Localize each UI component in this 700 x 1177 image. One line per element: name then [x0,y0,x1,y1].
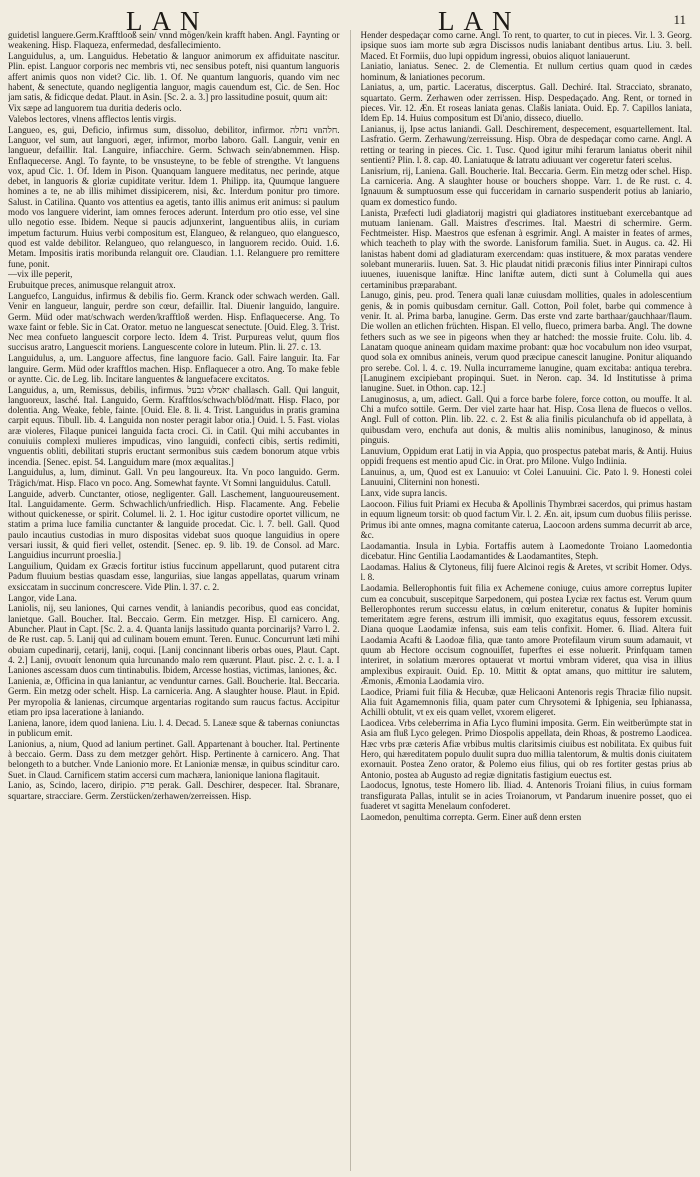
dictionary-entry: guidetisl languere.Germ.Krafftlooß sein/ vnnd mögen/kein krafft haben. Angl. Faynting or weakening. Hisp. Flaqueza, enfermedad, desfallecimiento. [8,30,340,51]
dictionary-entry: Laodamas. Halius & Clytoneus, filij fuere Alcinoi regis & Aretes, vt scribit Homer. Odys. l. 8. [360,562,692,583]
dictionary-entry: Lanisrium, rij, Laniena. Gall. Boucherie. Ital. Beccaria. Germ. Ein metzg oder schel. Hisp. La carniceria. Ang. A slaughter house or bouchers shoppe. Varr. 1. de Re rust. c. 4. Ignauum & sumptuosum esse qui fucceridam in carnario suspenderit potius ab laniario, quam ex domestico fundo. [360,165,692,207]
dictionary-entry: Laodamia. Bellerophontis fuit filia ex Achemene coniuge, cuius amore correptus Iupiter cum ea concubuit, suscepitque Sarpedonem, qui postea Lyciæ rex factus est. Verum quum Bellerophontes rerum successu elatus, in cœlum eniteretur, conatus & Iupiter hominis temeritatem ægre ferens, œstrum illi immisit, quo exagitatus equus, fessorem excussit. Diana quoque Laodamiæ infensa, suis eam telis confixit. Homer. 6. Iliad. Altera fuit Laodamia Acafti & Laodoæ filia, quæ tanto amore Protefilaum virum suum adamauit, vt quum ab Hectore occisum cognouiſſet, fuperftes ei esse noluerit. Prinfquam tamen interiret, in solatium mærores optauerat vt mortui vmbram videret, qua visa in illius amplexibus expirauit. Ouid. Ep. 10. Mittit & optat amans, quo mittitur ire salutem, Æmonis, Æmonia Laodamia viro. [360,583,692,686]
dictionary-entry: Languilium, Quidam ex Græcis fortitur istius fuccinum appellarunt, quod putarent citra Padum fluuium bestias quasdam esse, languriias, siue langas appellatas, quarum vrinam exsiccatam in succinum concrescere. Vide Plin. l. 37. c. 2. [8,561,340,592]
dictionary-entry: Lanienia, æ, Officina in qua laniantur, ac venduntur carnes. Gall. Boucherie. Ital. Beccaria. Germ. Ein metzg oder schelt. Hisp. La carniceria. Ang. A slaughter house. Plaut. in Epid. Per myropolia & lanienas, circumque argentarias rogitando sum raucus factus. Accipitur etiam pro ipsa laceratione à laniando. [8,675,340,717]
dictionary-entry: Languidus, a, um, Remissus, debilis, infirmus. גבעל vיאמל challasch. Gall. Qui languit, languoreux, lasché. Ital. Languido, Germ. Krafftlos/schwach/blöd/matt. Hisp. Flaco, por dolentia. Ang. Weake, feble, fainte. [Ouid. Ele. 8. li. 4. Trist. Languidus in pratis gramina carpit equus. Tibull. lib. 4. Languida non noster peragit labor otia.] Ouid. l. 5. Fast. violas aræ violeres, Filaque punicei languida facta croci. Ci. in Catil. Qui mihi accubantes in conuiuiis complexi mulieres impudicas, vino languidi, confecti cibis, sertis redimiti, vnguentis obliti, debilitati stupris eructant sermonibus suis cædem bonorum atque vrbis incendia. [Senec. epist. 54. Languidum mare (mox æqualitas.] [8,384,340,467]
dictionary-entry: Laomedon, penultima correpta. Germ. Einer auß denn ersten [360,811,582,822]
dictionary-entry: Laocoon. Filius fuit Priami ex Hecuba & Apollinis Thymbræi sacerdos, qui primus hastam in equum ligneum torsit: ob quod factum Vir. l. 2. Æn. ait, ipsum cum duobus filiis perisse. [360,498,692,520]
dictionary-entry: Laodicea. Vrbs celeberrima in Afia Lyco flumini imposita. Germ. Ein weitberümpte stat in Asia am fluß Lyco gelegen. Primo Diospolis appellata, dein Rhoas, & postremo Laodicea. Hæc vrbs præ cæteris Afiæ vrbibus multis claritsimis ciuibus est nobilitata. Ex quibus fuit Hero, qui hæreditatem populo duulit supra duo millia talentorum, & multis donis ciuitatem exornauit. Postea Zeno orator, & Polemo eius filius, qui ob res fortiter gestas prius ab Antonio, postea ab Augusto ad regiæ dignitatis fastigium euectus est. [360,718,692,780]
dictionary-entry: Lanianus, ij, Ipse actus laniandi. Gall. Deschirement, despecement, esquartellement. Ital. Lasfratio. Germ. Zerhawung/zerreissung. Hisp. Obra de despedaçar como carne. Angl. A retting or tearing in pieces. Cic. 1. Tusc. Quod igitur mihi ferarum laniatus oberit nihil sentienti? Plin. l. 8. cap. 40. Laniatuque & latratu adiuuant ver cogeretur fateri scelus. [360,124,692,166]
dictionary-entry: Primus ibi ante omnes, magna comitante caterua, Laocoon ardens summa decurrit ab arce, &c. [360,519,692,541]
dictionary-entry: Laodocus, Ignotus, teste Homero lib. Iliad. 4. Antenoris Troiani filius, in cuius formam transfigurata Pallas, intulit se in acies Troianorum, vt Pandarum inuenire posset, quo ei fuaderet vt sagitta Menelaum confoderet. [360,780,692,811]
left-column [8,30,340,1171]
right-column [361,30,693,1171]
dictionary-entry: Lanuvium, Oppidum erat Latij in via Appia, quo prospectus patebat maris, & Antij. Huius oppidi frequens est mentio apud Cic. in Orat. pro Milone. Vulgo Indiinia. [360,445,692,467]
running-head-right: LAN [438,6,521,36]
dictionary-entry: Languidulus, a, um. Languidus. Hebetatio & languor animorum ex affiduitate nascitur. Plin. epist. Languor corporis nec membris vti, nec sensibus poteft, nisi quantum languoris affert animis quos non videt? Cic. lib. 1. Of. Ne quantum languoris, quando vim nec habent, & senectute, quando negligentia languor, magis cauendum est, Cic. de Sen. Hoc jam satis, & fidicque dedat. Plaut. in Asin. [Sc. 2. a. 3.] pro lassitudine posuit, quum ait: [8,51,340,103]
running-head-left: LAN [126,6,209,36]
page-number: 11 [673,12,686,27]
dictionary-entry: Lanuinus, a, um, Quod est ex Lanuuio: vt Colei Lanuuini. Cic. Pato l. 9. Honesti colei Lanuuini, Cliternini non honesti. [360,466,692,488]
dictionary-entry: Lanio, as, Scindo, lacero, diripio. פרק perak. Gall. Deschirer, despecer. Ital. Sbranare, squartare, stracciare. Germ. Zerstücken/zerhawen/zerreissen. Hisp. [8,780,340,801]
dictionary-entry: Laniolis, nij, seu laniones, Qui carnes vendit, à laniandis pecoribus, quod eas concidat, lanietque. Gall. Boucher. Ital. Beccaio. Germ. Ein metzger. Hisp. El carnicero. Ang. Abuncher. Plaut in Capt. [Sc. 2. a. 4. Quanta lanijs lassitudo quanta porcinarijs? Varro l. 2. de Re rust. cap. 5. Lanij qui ad culinam bouem emunt. Teren. Eunuc. Concurrunt læti mihi obuiam cupedinarij, cetarij, lanij, coqui. [Lanij concinnant liberis orbas oues, Plaut. Capt. 4. 2.] Lanij, σνιυαίτ lenonum quia lurcunando malo rem quærunt. Plaut. pisc. 2. c. 1. a. I Laniones ascessam duos cum tintinabulis. Ibidem, Arcesse hostias, victimas, laniones, &c. [8,603,340,676]
dictionary-entry: Lanugo, ginis, peu. prod. Tenera quali lanæ cuiusdam mollities, quales in adolescentium genis, & in pomis quibusdam cernitur. Gall. Cotton, Poil folet, barbe qui commence à venir. It. al. Prima barba, lanugine. Germ. Das erste vnd zarte barthaar/gauchhaar/flaum. Die wollen an etlichen früchten. Hispan. El vello, flueco, primera barba. Angl. The downe fethers such as we see in pigeons when they ar hatched: the mossie fruite. Colu. lib. 4. Lanatam quoque anineam quidam maxime probant: quæ hoc vocabulum non ideo vsurpat, quod sola ex omnibus anineis, verum quod præcipue canescit lanugine. Ponitur aliquando pro serebe. Col. l. 4. c. 19. Nulla incurrameme lanugine, quam excitaba: antiqua terebra. [Lanuginem excipiebant propinqui. Suet. in Neron. cap. 34. Id Institutisse à prima lanugine. Suet. in Othon. cap. 12.] [360,290,692,394]
dictionary-entry: Erubuitque preces, animusque relanguit atrox. [8,280,176,291]
dictionary-entry: Languide, adverb. Cunctanter, otiose, negligenter. Gall. Laschement, languoureusement. Ital. Languidamente. Germ. Schwachlich/unfriedlich. Hisp. Flacamente. Ang. Febelie without quickenesse, or spirit. Columel. li. 2. 1. Hoc igitur custodire oportet villicum, ne statim a prima luce familia cunctanter & languide procedat. Cic. l. 7. bell. Gall. Quod paulo incautius custodias in muro dispositas videbat suos quoque languidius in opere versari iussit, & quid fieri vellet, ostendit. [Senec. ep. 9. lib. 19. de Consol. ad Marc. Languidius incurrunt proeslia.] [8,488,340,561]
dictionary-entry: Vix sæpe ad languorem tua duritia dederis oclo. [8,103,182,114]
dictionary-entry: Valebos lectores, vlnens afflectos lentis virgis. [8,113,177,124]
dictionary-entry: Langueo, es, gui, Deficio, infirmus sum, dissoluo, debilitor, infirmor. נחלה vnחלה. Languor, vel sum, aut languori, æger, infirmor, morbo laboro. Gall. Languir, venir en langueur, defaillir. Ital. Languire, infiacchire. Germ. Schwach sein/abnemmen. Hisp. Enflaquecerse. Angl. To faynte, to be vnsusteyne, to be feble of strengthe. Vt languens vox, apud Cic. 1. Of. Idem in Pison. Quanquam languere meditatus, nec perinde, atque debet, in languoris & gloriæ cupiditate veritur. Idem 1. Philipp. ita, Quumque languere homines a te, ne ab illis mihimet dissipicerem, nisi, &c. Interdum ponitur pro timore. Salust. in Catilina. Quanto vos attentius ea agetis, tanto illis animus erit animus: si paulum modo vos languere viderint, iam omnes feroces aderunt. Interdum pro otio esse, vel sine ullo negotio esse. Ibidem. Neque si paucis adjunxerint, languentibus aliis, in curiam impetum facturum. Huius verbi compositum est, Elangueo, & relangueo, quo elanguesco, quod est valde debilitor. Relangueo, quo relanguesco, in languorem recido. Ouid. 1.6. Metam. Impositis iratis moribunda relanguit ore. Claudian. 1.1. Relanguere pro remittere fune, ponit. [8,124,340,269]
dictionary-entry: —vix ille peperit, [8,269,73,280]
column-divider [350,30,351,1171]
dictionary-entry: Lanuginosus, a, um, adiect. Gall. Qui a force barbe folere, force cotton, ou mouffe. It al. Chi a mufco sottile. Germ. Der viel zarte haar hat. Hisp. Cosa llena de fluecos o vellos. Angl. Full of cotton. Plin. lib. 22. c. 2. Est & alia finilis piculanchufa ob id appellata, à quibusdam vero, enchufa aut donis, & multis aliis nominibus, lanuginoso, & minus pinguis. [360,393,692,446]
dictionary-entry: Laniatus, a, um, partic. Laceratus, discerptus. Gall. Dechiré. Ital. Stracciato, sbranato, squartato. Germ. Zerhawen oder zerrissen. Hisp. Despedaçado. Ang. Rent, or torned in pieces. Vir. 12. Æn. Et roseas laniata genas. Claßis laniata. Ouid. Ep. 7. Capillos laniata, Idem Ep. 14. Huius compositum est Di'anio, disseco, diuello. [360,82,692,124]
two-column-body [8,30,692,1171]
dictionary-entry: Languidulus, a, lum, diminut. Gall. Vn peu langoureux. Ita. Vn poco languido. Germ. Trägich/mat. Hisp. Flaco vn poco. Ang. Somewhat faynte. Vt Somni languidulus. Catull. [8,467,340,488]
dictionary-entry: Laniena, lanore, idem quod laniena. Liu. l. 4. Decad. 5. Laneæ sque & tabernas coniunctas in publicum emit. [8,717,340,738]
dictionary-entry: Languidulus, a, um. Languore affectus, fine languore facio. Gall. Faire languir. Ita. Far languire. Germ. Müd oder krafftlos machen. Hisp. Enflaquecer a otro. Ang. To make feble or ayntte. Cic. de Leg. lib. Incitare languentes & languefacere excitatos. [8,353,340,384]
dictionary-entry: Laodice, Priami fuit filia & Hecubæ, quæ Helicaoni Antenoris regis Thraciæ filio nupsit. Alia fuit Agamemnonis filia, quam pater cum Chrysotemi & Iphigenia, seu Iphianassa, Achilli obtulit, vt ex eis quam vellet, vxorem eligeret. [360,686,692,718]
dictionary-entry: Hender despedaçar como carne. Angl. To rent, to quarter, to cut in pieces. Vir. l. 3. Georg. ipsique suos iam morte sub ægra Discissos nudis laniabant dentibus artus. Liu. 3. bell. Maced. Et Formiis, duo lupi oppidum ingressi, obuios aliquot laniauerunt. [360,30,692,61]
dictionary-entry: Lanista, Præfecti ludi gladiatorij magistri qui gladiatores instituebant exercebantque ad mutuam lanienam. Gall. Maistres d'escrimes. Ital. Maestri di schermire. Germ. Fechtmeister. Hisp. Maestros que esfenan à esgrimir. Angl. A maister in feates of armes, which teacheth to play with the sworde. Lanisforum familia. Suet. in Augus. ca. 42. Hi lanistas habent domi ad gladiaturam exercendam: quas instituere, & mox paratas vendere solebant munerariis. Iuuen. Sat. 3. Hic plaudat nitidi præconis filius inter Pinnirapi cultos iuuenes, iuuenisque laniftæ. Hinc laniftæ autem, dicti sunt à Columella qui aues certaminibus præparabant. [360,207,692,290]
dictionary-entry: Laodamantia. Insula in Lybia. Fortaffis autem à Laomedonte Troiano Laomedontia dicebatur. Hinc Gentilia Laodamantides & Laodamantites, Steph. [360,541,692,562]
dictionary-entry: Langor, vide Lana. [8,592,77,603]
dictionary-entry: Languefco, Languidus, infirmus & debilis fio. Germ. Kranck oder schwach werden. Gall. Venir en langueur, languir, perdre son cœur, defaillir. Ital. Diuenir languido, languire. Germ. Müd oder mat/schwach werden/krafftloß werden. Hisp. Enflaquecerse. Ang. To waxe faint or feble. Sic in Cat. Orator. metuo ne languescat senectute. [Ouid. Eleg. 3. Trist. Nec mea confueto languescit corpore lecto. Idem 4. Trist. Purpureas velut, quum flos succisus aratro, Languescit moriens. Languescente colore in luteum. Plin. li. 27. c. 13. [8,290,340,353]
dictionary-entry: Lanx, vide supra lancis. [360,488,448,499]
dictionary-entry: Laniatio, laniatus. Senec. 2. de Clementia. Et nullum certius quam quod in cædes hominum, & laniationes pecorum. [360,61,692,82]
dictionary-entry: Lanionius, a, nium, Quod ad lanium pertinet. Gall. Appartenant à boucher. Ital. Pertinente à beccaio. Germ. Dass zu dem metzger gehört. Hisp. Pertinente à carnicero. Ang. That belongeth to a butcher. Vnde Lanionio more. Et Lanioniæ mensæ, in quibus scinditur caro. Suet. in Claud. Carnificem statim accersi cum machæra, lanionique laniona flagitauit. [8,738,340,780]
